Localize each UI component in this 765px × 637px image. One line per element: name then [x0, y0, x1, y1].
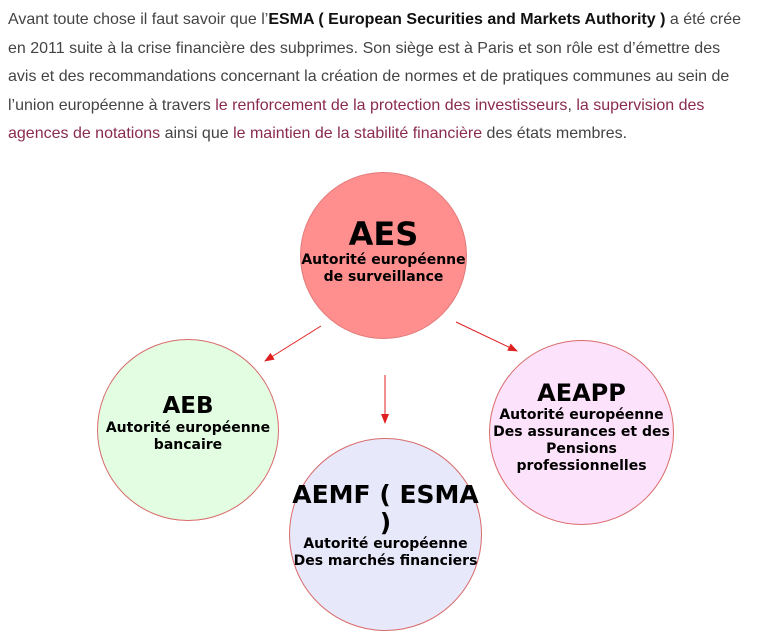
aeapp-circle	[489, 340, 674, 525]
aeapp-desc-line1: Autorité européenne	[499, 406, 664, 423]
aes-desc-line1: Autorité européenne	[301, 252, 466, 269]
aeb-circle	[97, 339, 279, 521]
intro-text-4: ainsi que	[160, 125, 234, 142]
aemf-abbr: AEMF ( ESMA )	[292, 480, 479, 537]
esma-bold-text: ESMA ( European Securities and Markets Authority )	[268, 11, 666, 28]
intro-text-5: des états membres.	[482, 125, 628, 142]
aemf-circle	[289, 438, 482, 631]
aes-circle	[300, 172, 467, 339]
aes-desc-line2: de surveillance	[323, 269, 444, 286]
intro-text-3: ,	[567, 96, 577, 114]
aeapp-desc-line4: professionnelles	[516, 457, 647, 474]
aes-abbr: AES	[348, 214, 419, 253]
intro-text-2: a été crée en 2011 suite à la crise financière des subprimes. Son siège est à Paris et son rôle est d’émettre des avis et des recommandations concernant la création de normes et de pratiques communes au sein de l’union européenne à travers	[8, 11, 742, 114]
aeb-desc-line1: Autorité européenne	[105, 419, 271, 436]
intro-text-1: Avant toute chose il faut savoir que l’	[8, 11, 269, 28]
aemf-desc-line1: Autorité européenne	[303, 536, 468, 552]
arrow-aes-to-aeb	[265, 326, 321, 361]
aeapp-abbr: AEAPP	[537, 379, 626, 408]
aeapp-desc-line2: Des assurances et des	[493, 423, 670, 440]
aeapp-desc-line3: Pensions	[546, 440, 617, 457]
link-stabilite-financiere[interactable]: le maintien de la stabilité financière	[233, 125, 483, 142]
arrow-aes-to-aeapp	[456, 322, 517, 351]
aeb-abbr: AEB	[162, 393, 214, 420]
link-supervision-agences[interactable]: la supervision des agences de notations	[8, 96, 705, 142]
link-protection-investisseurs[interactable]: le renforcement de la protection des investisseurs	[215, 96, 568, 114]
aeb-desc-line2: bancaire	[153, 436, 223, 453]
aemf-desc-line2: Des marchés financiers	[293, 553, 478, 569]
